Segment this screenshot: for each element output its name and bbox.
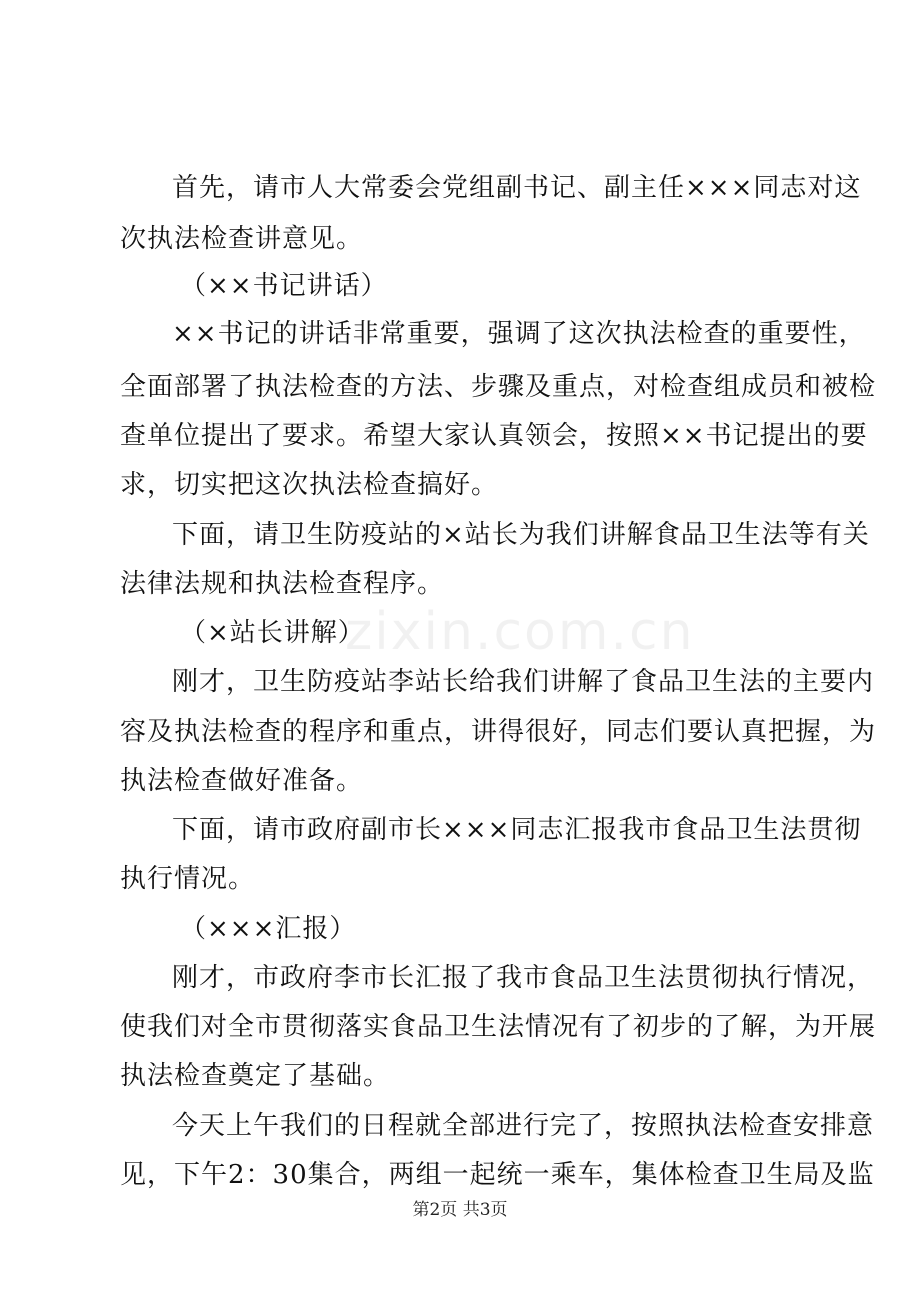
text-line: （×站长讲解） <box>180 618 365 648</box>
text-line: 今天上午我们的日程就全部进行完了，按照执法检查安排意 <box>172 1111 875 1141</box>
text-line: 求，切实把这次执法检查搞好。 <box>120 470 499 500</box>
text-line: 使我们对全市贯彻落实食品卫生法情况有了初步的了解，为开展 <box>120 1012 877 1042</box>
text-line: （××书记讲话） <box>180 271 388 301</box>
text-line: 下面，请市政府副市长×××同志汇报我市食品卫生法贯彻 <box>172 815 862 845</box>
text-line: 刚才，市政府李市长汇报了我市食品卫生法贯彻执行情况， <box>172 963 875 993</box>
watermark: zixin.com.cn <box>345 602 695 662</box>
text-line: 全面部署了执法检查的方法、步骤及重点，对检查组成员和被检 <box>120 372 877 402</box>
text-line: 次执法检查讲意见。 <box>120 224 364 254</box>
page-number: 第2页 共3页 <box>412 1200 508 1220</box>
text-line: 法律法规和执法检查程序。 <box>120 569 445 599</box>
text-line: 刚才，卫生防疫站李站长给我们讲解了食品卫生法的主要内 <box>172 667 875 697</box>
text-line: 执法检查奠定了基础。 <box>120 1061 391 1091</box>
text-line: ××书记的讲话非常重要，强调了这次执法检查的重要性， <box>172 319 866 349</box>
text-line: 下面，请卫生防疫站的×站长为我们讲解食品卫生法等有关 <box>172 520 870 550</box>
text-line: 容及执法检查的程序和重点，讲得很好，同志们要认真把握，为 <box>120 717 877 747</box>
text-line: 查单位提出了要求。希望大家认真领会，按照××书记提出的要 <box>120 421 868 451</box>
text-line: 执行情况。 <box>120 864 256 894</box>
text-line: 见，下午2：30集合，两组一起统一乘车，集体检查卫生局及监 <box>120 1160 875 1190</box>
text-line: 首先，请市人大常委会党组副书记、副主任×××同志对这 <box>172 173 862 203</box>
text-line: （×××汇报） <box>180 914 357 944</box>
text-line: 执法检查做好准备。 <box>120 766 364 796</box>
